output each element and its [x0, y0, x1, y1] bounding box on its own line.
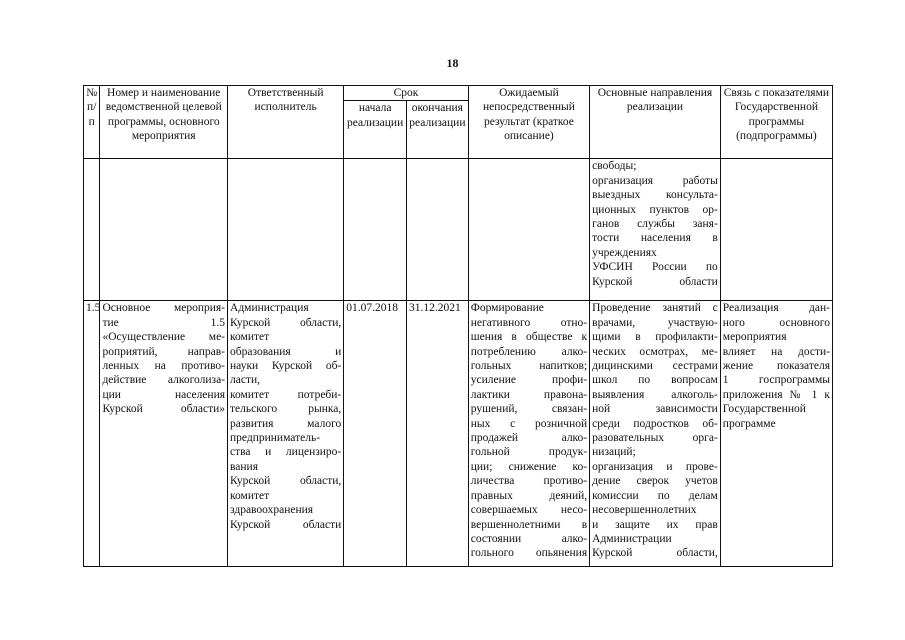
- cell-text-line: дение сверок учетов: [592, 475, 718, 488]
- cell-text-line: вания: [230, 460, 258, 473]
- cell-text-line: образования и: [230, 345, 342, 358]
- page-number: 18: [446, 56, 459, 70]
- header-directions: Основные направления реализации: [590, 86, 721, 159]
- cell-text-line: свободы;: [592, 160, 637, 173]
- cell-text-line: организация работы: [592, 174, 718, 187]
- cell-text-line: мероприятия: [722, 331, 787, 344]
- cell-text-line: комитет: [230, 331, 270, 344]
- row-result: [468, 301, 589, 567]
- cell-text-line: тости населения в: [592, 232, 718, 245]
- cell-text-line: Курской области: [592, 275, 718, 288]
- cell-text-line: несовершеннолетних: [592, 504, 697, 517]
- row-directions: [590, 301, 721, 567]
- cell-text-line: выездных консульта-: [592, 189, 718, 202]
- cell-text-line: влияет на дости-: [722, 345, 830, 358]
- program-table: [83, 85, 833, 567]
- cell-text-line: «Осуществление ме-: [102, 331, 226, 344]
- header-program: Номер и наименование ведомственной целевой программы, основного мероприятия: [100, 86, 228, 159]
- cell-text-line: правных деяний,: [470, 489, 588, 502]
- row-executor: [228, 301, 344, 567]
- cell-text-line: продажей алко-: [470, 432, 588, 445]
- cell-text-line: ной зависимости: [592, 403, 718, 416]
- cell-text-line: совершаемых несо-: [470, 504, 588, 517]
- cell-text-line: потреблению алко-: [470, 345, 588, 358]
- cell-text-line: рушений, связан-: [470, 403, 588, 416]
- cell-text-line: комитет: [230, 489, 270, 502]
- cell-text-line: Курской области,: [230, 475, 342, 488]
- cell-text-line: вершеннолетними в: [470, 518, 588, 531]
- cell-text-line: ного основного: [722, 316, 830, 329]
- header-executor: Ответственный исполнитель: [228, 86, 344, 159]
- cell-text-line: Курской области: [230, 518, 342, 531]
- cell-text-line: комиссии по делам: [592, 489, 718, 502]
- cell-text-line: низаций;: [592, 446, 636, 459]
- row-num: 1.5: [84, 301, 100, 567]
- cell-text-line: среди подростков об-: [592, 417, 718, 430]
- cell-text-line: науки Курской об-: [230, 360, 342, 373]
- cell-text-line: Курской области,: [230, 316, 342, 329]
- cell-text-line: комитет потреби-: [230, 388, 342, 401]
- cell-text-line: здравоохранения: [230, 504, 314, 517]
- cell-text-line: тие 1.5: [102, 316, 226, 329]
- header-result: Ожидаемый непосредственный результат (краткое описание): [468, 86, 589, 159]
- cell-text-line: и защите их прав: [592, 518, 718, 531]
- row-link: [720, 301, 832, 567]
- cell-text-line: разовательных орга-: [592, 432, 718, 445]
- cell-text-line: Реализация дан-: [722, 302, 830, 315]
- cell-text-line: ганов службы заня-: [592, 218, 718, 231]
- cell-text-line: Основное мероприя-: [102, 302, 226, 315]
- cell-text-line: ленных на противо-: [102, 360, 226, 373]
- cell-text-line: ционных пунктов ор-: [592, 203, 718, 216]
- cell-text-line: приложения № 1 к: [722, 388, 830, 401]
- cell-text-line: ции населения: [102, 388, 226, 401]
- cell-text-line: Проведение занятий с: [592, 302, 718, 315]
- cell-text-line: ческих осмотрах, ме-: [592, 345, 718, 358]
- cell-text-line: ства и лицензиро-: [230, 446, 342, 459]
- cell-text-line: жение показателя: [722, 360, 830, 373]
- row-end-date: 31.12.2021: [407, 301, 469, 567]
- cell-text-line: развития малого: [230, 417, 342, 430]
- row-program: [100, 301, 228, 567]
- cell-text-line: организация и прове-: [592, 460, 718, 473]
- cell-text-line: УФСИН России по: [592, 261, 718, 274]
- cell-text-line: роприятий, направ-: [102, 345, 226, 358]
- cell-text-line: ных с розничной: [470, 417, 588, 430]
- cell-text-line: выявления алкоголь-: [592, 388, 718, 401]
- cell-text-line: гольных напитков;: [470, 360, 588, 373]
- cell-text-line: усиление профи-: [470, 374, 588, 387]
- cell-text-line: Администрации: [592, 532, 672, 545]
- cell-text-line: Формирование: [470, 302, 544, 315]
- cell-text-line: Курской области,: [592, 547, 718, 560]
- cell-text-line: щими в профилакти-: [592, 331, 718, 344]
- cell-text-line: гольной продук-: [470, 446, 588, 459]
- cell-text-line: состоянии алко-: [470, 532, 588, 545]
- table-row: [84, 301, 833, 567]
- cell-text-line: предприниматель-: [230, 432, 321, 445]
- cell-text-line: лактики правона-: [470, 388, 588, 401]
- header-term: Срок: [344, 86, 468, 101]
- cell-text-line: ласти,: [230, 374, 261, 387]
- cell-text-line: тельского рынка,: [230, 403, 342, 416]
- cell-text-line: учреждениях: [592, 246, 657, 259]
- cell-text-line: Курской области»: [102, 403, 226, 416]
- cell-text-line: программе: [722, 417, 776, 430]
- header-link: Связь с показателями Государственной программы (подпрограммы): [720, 86, 832, 159]
- cell-text-line: действие алкоголиза-: [102, 374, 226, 387]
- header-term-end: окончания реализации: [407, 101, 469, 159]
- cell-text-line: Администрация: [230, 302, 309, 315]
- header-num: № п/п: [84, 86, 100, 159]
- cell-text-line: дицинскими сестрами: [592, 360, 718, 373]
- cell-text-line: врачами, участвую-: [592, 316, 718, 329]
- cell-text-line: школ по вопросам: [592, 374, 718, 387]
- cell-text-line: негативного отно-: [470, 316, 588, 329]
- cell-text-line: гольного опьянения: [470, 547, 588, 560]
- continuation-directions: [590, 159, 721, 301]
- cell-text-line: личества противо-: [470, 475, 588, 488]
- cell-text-line: Государственной: [722, 403, 806, 416]
- cell-text-line: ции; снижение ко-: [470, 460, 588, 473]
- header-term-start: начала реализации: [344, 101, 407, 159]
- cell-text-line: 1 госпрограммы: [722, 374, 830, 387]
- cell-text-line: шения в обществе к: [470, 331, 588, 344]
- table-row: [84, 159, 833, 301]
- row-start-date: 01.07.2018: [344, 301, 407, 567]
